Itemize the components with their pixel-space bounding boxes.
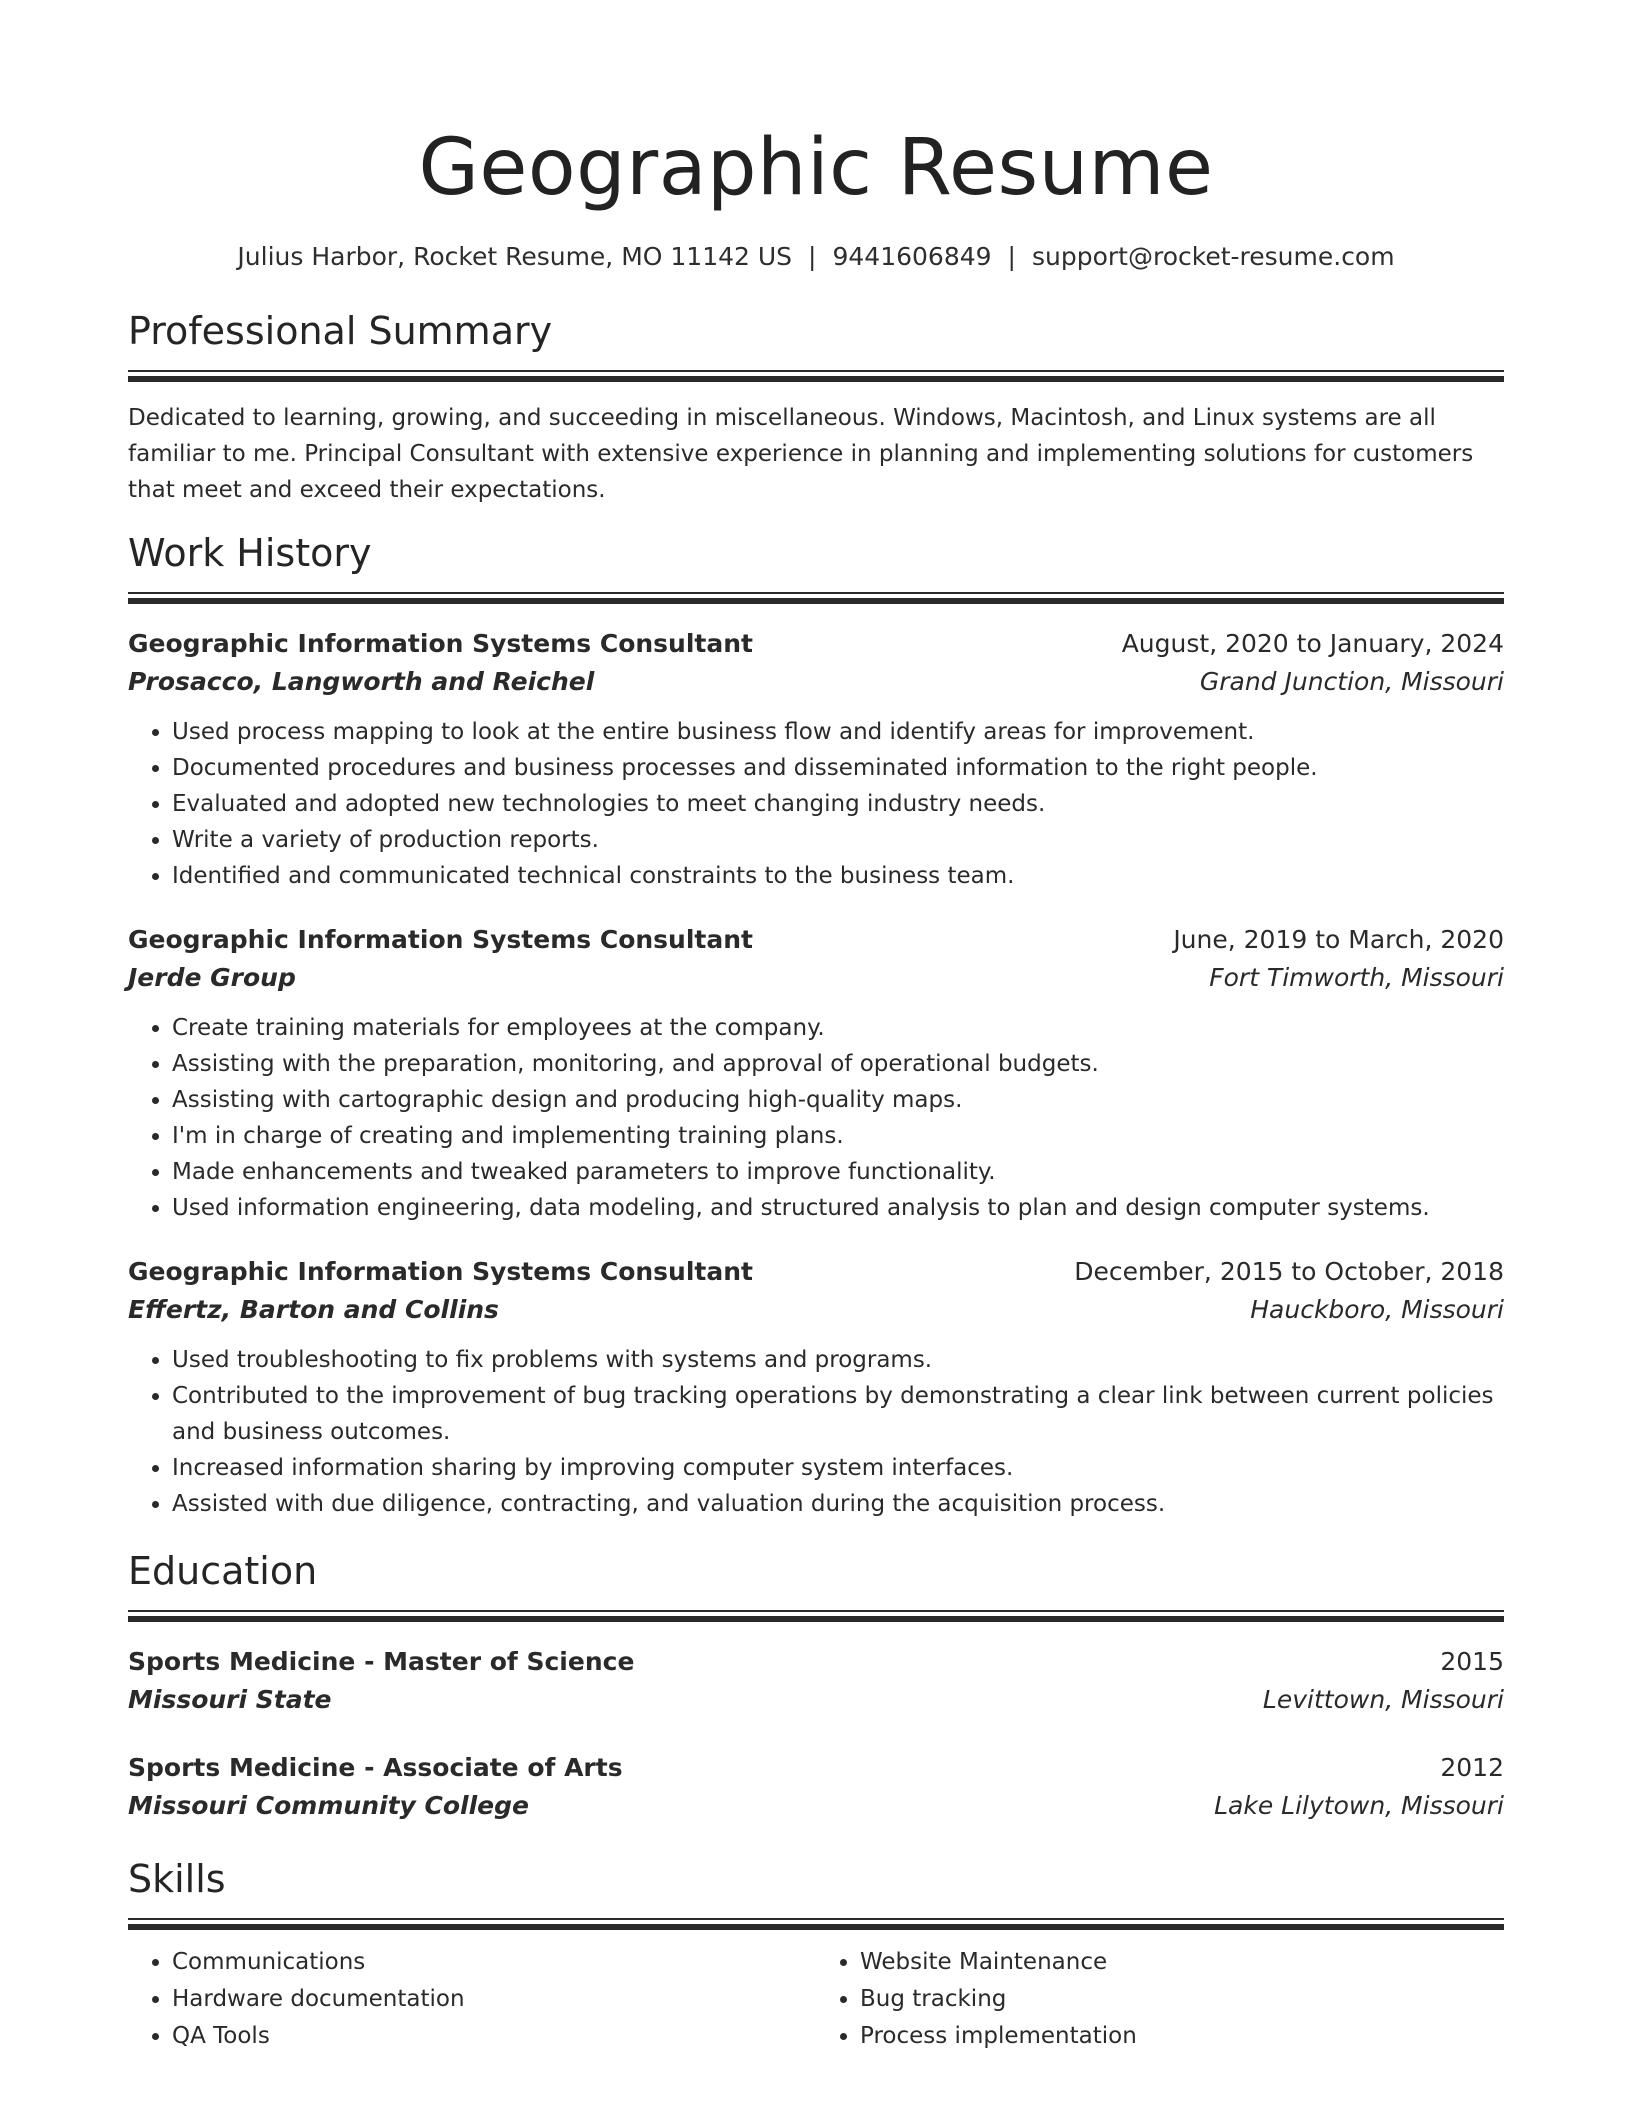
skill-item: • Communications bbox=[172, 1944, 816, 1981]
section-title-skills: Skills bbox=[128, 1857, 226, 1901]
job-bullet: • Create training materials for employees at the company. bbox=[172, 1010, 1504, 1046]
job-bullets bbox=[128, 1010, 1504, 1226]
job-role: Geographic Information Systems Consultant bbox=[128, 1257, 753, 1286]
section-title-education: Education bbox=[128, 1549, 318, 1593]
skills-column-right bbox=[816, 1944, 1504, 2055]
contact-separator: | bbox=[1007, 242, 1016, 271]
summary-text: Dedicated to learning, growing, and succeeding in miscellaneous. Windows, Macintosh, and Linux systems are all familiar to me. Principal Consultant with extensive experience in planning and implementing solutions for customers that meet and exceed their expectations. bbox=[128, 405, 1474, 503]
job-bullets bbox=[128, 1342, 1504, 1522]
job-bullet: • Made enhancements and tweaked parameters to improve functionality. bbox=[172, 1154, 1504, 1190]
work-history-section bbox=[128, 530, 1504, 1522]
job-company: Jerde Group bbox=[128, 963, 296, 992]
job-entry bbox=[128, 922, 1504, 1226]
education-year: 2015 bbox=[1440, 1647, 1504, 1676]
job-bullet: • Increased information sharing by improving computer system interfaces. bbox=[172, 1450, 1504, 1486]
job-bullet: • Evaluated and adopted new technologies to meet changing industry needs. bbox=[172, 786, 1504, 822]
summary-section bbox=[128, 308, 1504, 508]
education-location: Levittown, Missouri bbox=[1262, 1685, 1504, 1714]
job-dates: August, 2020 to January, 2024 bbox=[1121, 629, 1504, 658]
section-divider bbox=[128, 1610, 1504, 1622]
skill-item: • QA Tools bbox=[172, 2018, 816, 2055]
job-bullet: • Documented procedures and business processes and disseminated information to the right people. bbox=[172, 750, 1504, 786]
job-bullet: • Write a variety of production reports. bbox=[172, 822, 1504, 858]
job-company: Effertz, Barton and Collins bbox=[128, 1295, 499, 1324]
skills-section bbox=[128, 1856, 1504, 2055]
section-title-work: Work History bbox=[128, 531, 372, 575]
job-dates: December, 2015 to October, 2018 bbox=[1074, 1257, 1504, 1286]
section-title-summary: Professional Summary bbox=[128, 309, 553, 353]
job-location: Grand Junction, Missouri bbox=[1199, 667, 1504, 696]
job-entry bbox=[128, 626, 1504, 894]
education-section bbox=[128, 1548, 1504, 1826]
job-entry bbox=[128, 1254, 1504, 1522]
job-company: Prosacco, Langworth and Reichel bbox=[128, 667, 595, 696]
section-divider bbox=[128, 1918, 1504, 1930]
education-school: Missouri Community College bbox=[128, 1791, 529, 1820]
job-bullet: • Contributed to the improvement of bug tracking operations by demonstrating a clear link between current policies and business outcomes. bbox=[172, 1378, 1504, 1450]
section-divider bbox=[128, 592, 1504, 604]
skill-item: • Hardware documentation bbox=[172, 1981, 816, 2018]
job-bullet: • Identified and communicated technical constraints to the business team. bbox=[172, 858, 1504, 894]
job-role: Geographic Information Systems Consultant bbox=[128, 925, 753, 954]
job-bullet: • Used process mapping to look at the entire business flow and identify areas for improvement. bbox=[172, 714, 1504, 750]
skill-item: • Website Maintenance bbox=[860, 1944, 1504, 1981]
education-degree: Sports Medicine - Master of Science bbox=[128, 1647, 635, 1676]
education-entry bbox=[128, 1644, 1504, 1720]
section-divider bbox=[128, 370, 1504, 382]
skill-item: • Bug tracking bbox=[860, 1981, 1504, 2018]
contact-email: support@rocket-resume.com bbox=[1031, 242, 1395, 271]
job-bullets bbox=[128, 714, 1504, 894]
contact-line bbox=[128, 240, 1504, 274]
job-bullet: • Assisting with the preparation, monitoring, and approval of operational budgets. bbox=[172, 1046, 1504, 1082]
job-bullet: • Used information engineering, data modeling, and structured analysis to plan and design computer systems. bbox=[172, 1190, 1504, 1226]
job-role: Geographic Information Systems Consultant bbox=[128, 629, 753, 658]
skills-list bbox=[128, 1944, 1504, 2055]
education-year: 2012 bbox=[1440, 1753, 1504, 1782]
contact-phone: 9441606849 bbox=[832, 242, 992, 271]
skills-column-left bbox=[128, 1944, 816, 2055]
education-school: Missouri State bbox=[128, 1685, 332, 1714]
job-location: Fort Timworth, Missouri bbox=[1209, 963, 1504, 992]
resume-name: Geographic Resume bbox=[418, 123, 1214, 213]
skill-item: • Process implementation bbox=[860, 2018, 1504, 2055]
contact-address: Julius Harbor, Rocket Resume, MO 11142 US bbox=[237, 242, 793, 271]
job-bullet: • Used troubleshooting to fix problems with systems and programs. bbox=[172, 1342, 1504, 1378]
job-bullet: • Assisted with due diligence, contracting, and valuation during the acquisition process. bbox=[172, 1486, 1504, 1522]
job-bullet: • Assisting with cartographic design and producing high-quality maps. bbox=[172, 1082, 1504, 1118]
education-degree: Sports Medicine - Associate of Arts bbox=[128, 1753, 623, 1782]
job-location: Hauckboro, Missouri bbox=[1250, 1295, 1504, 1324]
job-dates: June, 2019 to March, 2020 bbox=[1173, 925, 1504, 954]
education-entry bbox=[128, 1750, 1504, 1826]
job-bullet: • I'm in charge of creating and implementing training plans. bbox=[172, 1118, 1504, 1154]
education-location: Lake Lilytown, Missouri bbox=[1214, 1791, 1504, 1820]
contact-separator: | bbox=[808, 242, 817, 271]
